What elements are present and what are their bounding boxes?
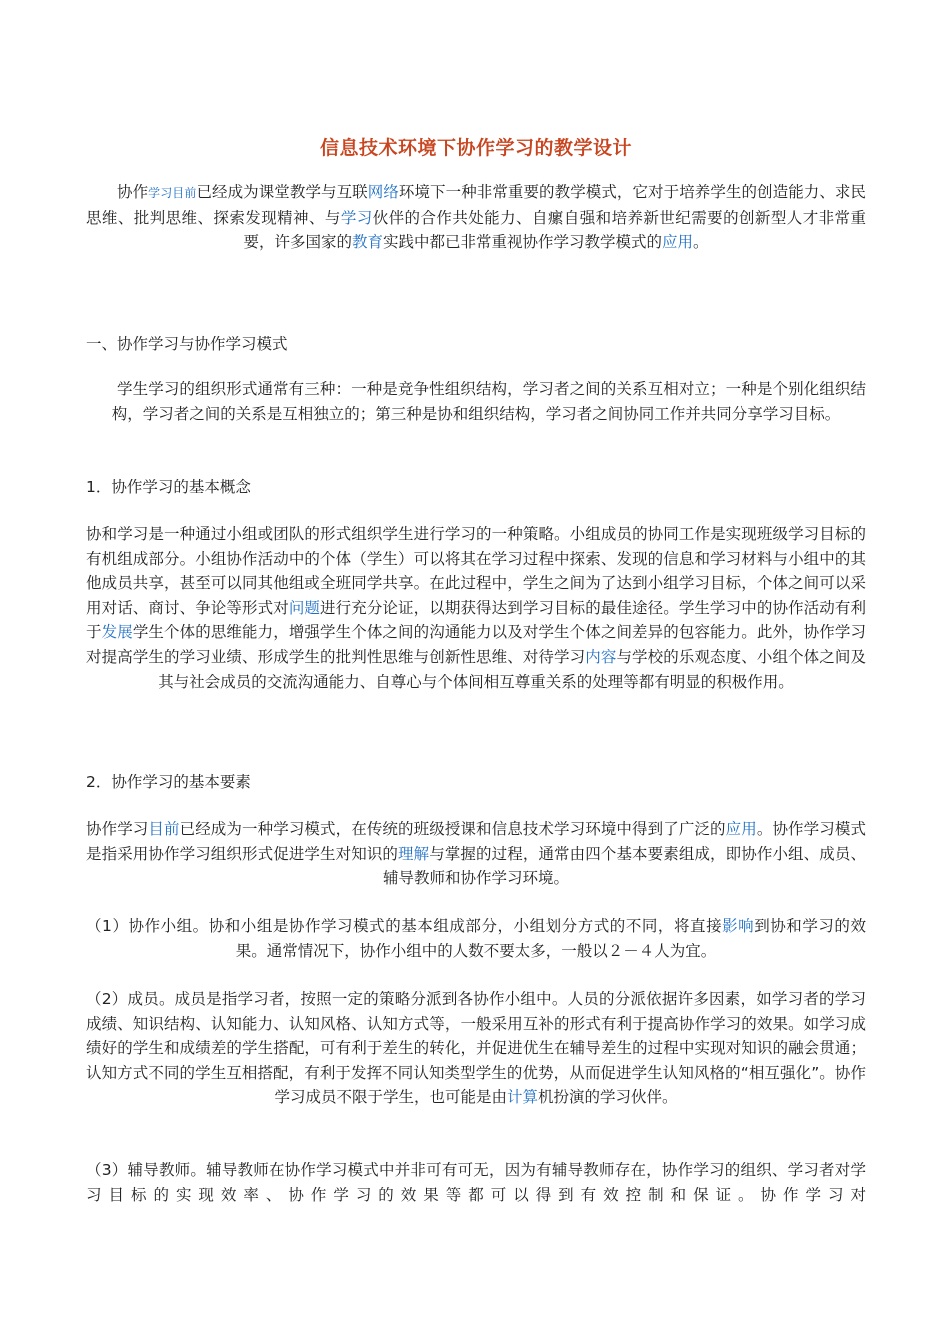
intro-paragraph: 协作学习目前已经成为课堂教学与互联网络环境下一种非常重要的教学模式，它对于培养学生的创造能力、求民思维、批判思维、探索发现精神、与学习伙伴的合作共处能力、自瘰自强和培养新世纪需要的创新型人才非常重要，许多国家的教育实践中都已非常重视协作学习教学模式的应用。 [86, 183, 866, 252]
section-2-paragraph: 协和学习是一种通过小组或团队的形式组织学生进行学习的一种策略。小组成员的协同工作是实现班级学习目标的有机组成部分。小组协作活动中的个体（学生）可以将其在学习过程中探索、发现的信息和学习材料与小组中的其他成员共享，甚至可以同其他组或全班同学共享。在此过程中，学生之间为了达到小组学习目标，个体之间可以采用对话、商讨、争论等形式对问题进行充分论证，以期获得达到学习目标的最佳途径。学生学习中的协作活动有利于发展学生个体的思维能力，增强学生个体之间的沟通能力以及对学生个体之间差异的包容能力。此外，协作学习对提高学生的学习业绩、形成学生的批判性思维与创新性思维、对待学习内容与学校的乐观态度、小组个体之间及其与社会成员的交流沟通能力、自尊心与个体间相互尊重关系的处理等都有明显的积极作用。 [86, 525, 866, 691]
item-3-paragraph: （3）辅导教师。辅导教师在协作学习模式中并非可有可无，因为有辅导教师存在，协作学习的组织、学习者对学习目标的实现效率、协作学习的效果等都可以得到有效控制和保证。协作学习对 [86, 1161, 866, 1204]
section-heading-3: 2．协作学习的基本要素 [86, 773, 251, 791]
link-network[interactable]: 网络 [367, 183, 399, 201]
section-1-paragraph: 学生学习的组织形式通常有三种：一种是竞争性组织结构，学习者之间的关系互相对立；一种是个别化组织结构，学习者之间的关系是互相独立的；第三种是协和组织结构，学习者之间协同工作并共同分享学习目标。 [111, 380, 866, 423]
link-problem[interactable]: 问题 [288, 598, 321, 617]
link-application[interactable]: 应用 [662, 233, 694, 252]
link-learning[interactable]: 学习 [340, 208, 373, 227]
link-influence[interactable]: 影响 [722, 917, 755, 935]
link-currently[interactable]: 目前 [148, 820, 180, 838]
item-1-paragraph: （1）协作小组。协和小组是协作学习模式的基本组成部分，小组划分方式的不同，将直接影响到协和学习的效果。通常情况下，协作小组中的人数不要太多，一般以２－４人为宜。 [86, 917, 866, 960]
link-develop[interactable]: 发展 [101, 623, 133, 642]
link-content[interactable]: 内容 [585, 647, 617, 666]
document-title: 信息技术环境下协作学习的教学设计 [319, 137, 632, 159]
link-compute[interactable]: 计算 [506, 1088, 538, 1107]
item-2-paragraph: （2）成员。成员是指学习者，按照一定的策略分派到各协作小组中。人员的分派依据许多因素，如学习者的学习成绩、知识结构、认知能力、认知风格、认知方式等，一般采用互补的形式有利于提高协作学习的效果。如学习成绩好的学生和成绩差的学生搭配，可有利于差生的转化，并促进优生在辅导差生的过程中实现对知识的融会贯通；认知方式不同的学生互相搭配，有利于发挥不同认知类型学生的优势，从而促进学生认知风格的“相互强化”。协作学习成员不限于学生，也可能是由计算机扮演的学习伙伴。 [86, 990, 866, 1107]
link-understand[interactable]: 理解 [398, 844, 430, 863]
link-education[interactable]: 教育 [351, 233, 383, 252]
section-heading-1: 一、协作学习与协作学习模式 [86, 335, 288, 353]
link-learning-now[interactable]: 学习目前 [148, 186, 197, 200]
section-heading-2: 1．协作学习的基本概念 [86, 478, 251, 496]
link-application-2[interactable]: 应用 [725, 820, 757, 838]
section-3-paragraph: 协作学习目前已经成为一种学习模式，在传统的班级授课和信息技术学习环境中得到了广泛的应用。协作学习模式是指采用协作学习组织形式促进学生对知识的理解与掌握的过程，通常由四个基本要素组成，即协作小组、成员、辅导教师和协作学习环境。 [86, 820, 866, 888]
